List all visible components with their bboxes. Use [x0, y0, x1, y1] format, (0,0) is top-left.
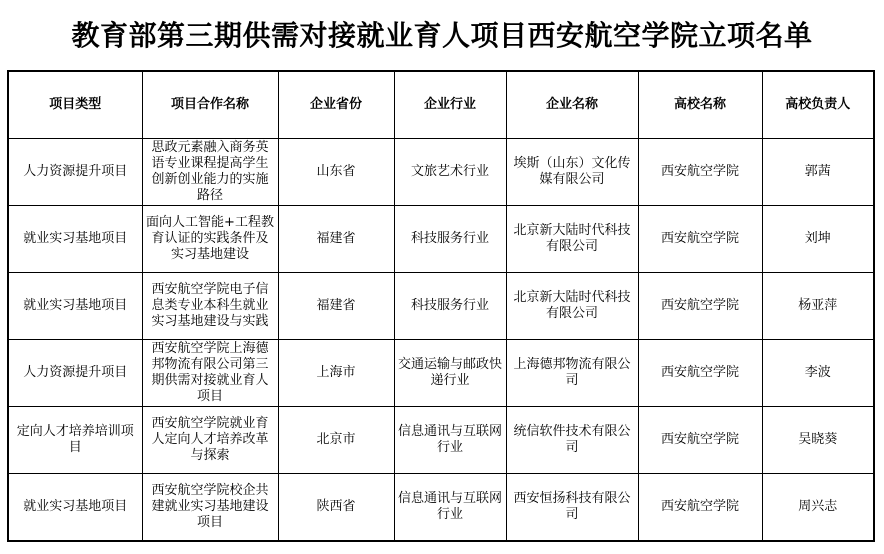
cell-university-lead: 郭茜 [762, 139, 874, 206]
cell-company-province: 陕西省 [278, 474, 394, 542]
table-row [8, 474, 874, 542]
cell-project-type: 就业实习基地项目 [8, 206, 142, 273]
table-row [8, 206, 874, 273]
cell-project-type: 人力资源提升项目 [8, 340, 142, 407]
cell-company-industry: 信息通讯与互联网行业 [394, 407, 506, 474]
cell-university-name: 西安航空学院 [638, 474, 762, 542]
cell-company-province: 福建省 [278, 206, 394, 273]
table-header-row [8, 71, 874, 139]
cell-university-name: 西安航空学院 [638, 340, 762, 407]
header-company-province: 企业省份 [278, 71, 394, 139]
cell-project-name: 思政元素融入商务英语专业课程提高学生创新创业能力的实施路径 [142, 139, 278, 206]
header-company-name: 企业名称 [506, 71, 638, 139]
table-row [8, 273, 874, 340]
cell-project-type: 人力资源提升项目 [8, 139, 142, 206]
cell-project-name: 西安航空学院校企共建就业实习基地建设项目 [142, 474, 278, 542]
cell-project-name: 西安航空学院上海德邦物流有限公司第三期供需对接就业育人项目 [142, 340, 278, 407]
cell-company-name: 西安恒扬科技有限公司 [506, 474, 638, 542]
project-table [7, 70, 875, 542]
header-project-type: 项目类型 [8, 71, 142, 139]
cell-project-name: 西安航空学院就业育人定向人才培养改革与探索 [142, 407, 278, 474]
cell-university-lead: 吴晓葵 [762, 407, 874, 474]
cell-company-industry: 科技服务行业 [394, 206, 506, 273]
cell-company-province: 山东省 [278, 139, 394, 206]
cell-company-industry: 文旅艺术行业 [394, 139, 506, 206]
header-university-lead: 高校负责人 [762, 71, 874, 139]
header-project-name: 项目合作名称 [142, 71, 278, 139]
cell-company-industry: 交通运输与邮政快递行业 [394, 340, 506, 407]
cell-company-name: 上海德邦物流有限公司 [506, 340, 638, 407]
cell-university-name: 西安航空学院 [638, 139, 762, 206]
cell-project-type: 定向人才培养培训项目 [8, 407, 142, 474]
cell-company-name: 北京新大陆时代科技有限公司 [506, 273, 638, 340]
cell-university-name: 西安航空学院 [638, 206, 762, 273]
cell-project-type: 就业实习基地项目 [8, 474, 142, 542]
cell-university-lead: 刘坤 [762, 206, 874, 273]
cell-company-industry: 科技服务行业 [394, 273, 506, 340]
table-row [8, 139, 874, 206]
table-row [8, 407, 874, 474]
cell-university-name: 西安航空学院 [638, 273, 762, 340]
table-row [8, 340, 874, 407]
header-university-name: 高校名称 [638, 71, 762, 139]
cell-university-lead: 杨亚萍 [762, 273, 874, 340]
cell-university-lead: 李波 [762, 340, 874, 407]
cell-company-province: 上海市 [278, 340, 394, 407]
cell-university-lead: 周兴志 [762, 474, 874, 542]
cell-project-type: 就业实习基地项目 [8, 273, 142, 340]
cell-project-name: 西安航空学院电子信息类专业本科生就业实习基地建设与实践 [142, 273, 278, 340]
document-title: 教育部第三期供需对接就业育人项目西安航空学院立项名单 [71, 19, 813, 52]
cell-company-name: 统信软件技术有限公司 [506, 407, 638, 474]
cell-company-name: 北京新大陆时代科技有限公司 [506, 206, 638, 273]
cell-company-province: 福建省 [278, 273, 394, 340]
cell-company-industry: 信息通讯与互联网行业 [394, 474, 506, 542]
cell-company-name: 埃斯（山东）文化传媒有限公司 [506, 139, 638, 206]
cell-university-name: 西安航空学院 [638, 407, 762, 474]
cell-project-name: 面向人工智能+工程教育认证的实践条件及实习基地建设 [142, 206, 278, 273]
cell-company-province: 北京市 [278, 407, 394, 474]
header-company-industry: 企业行业 [394, 71, 506, 139]
